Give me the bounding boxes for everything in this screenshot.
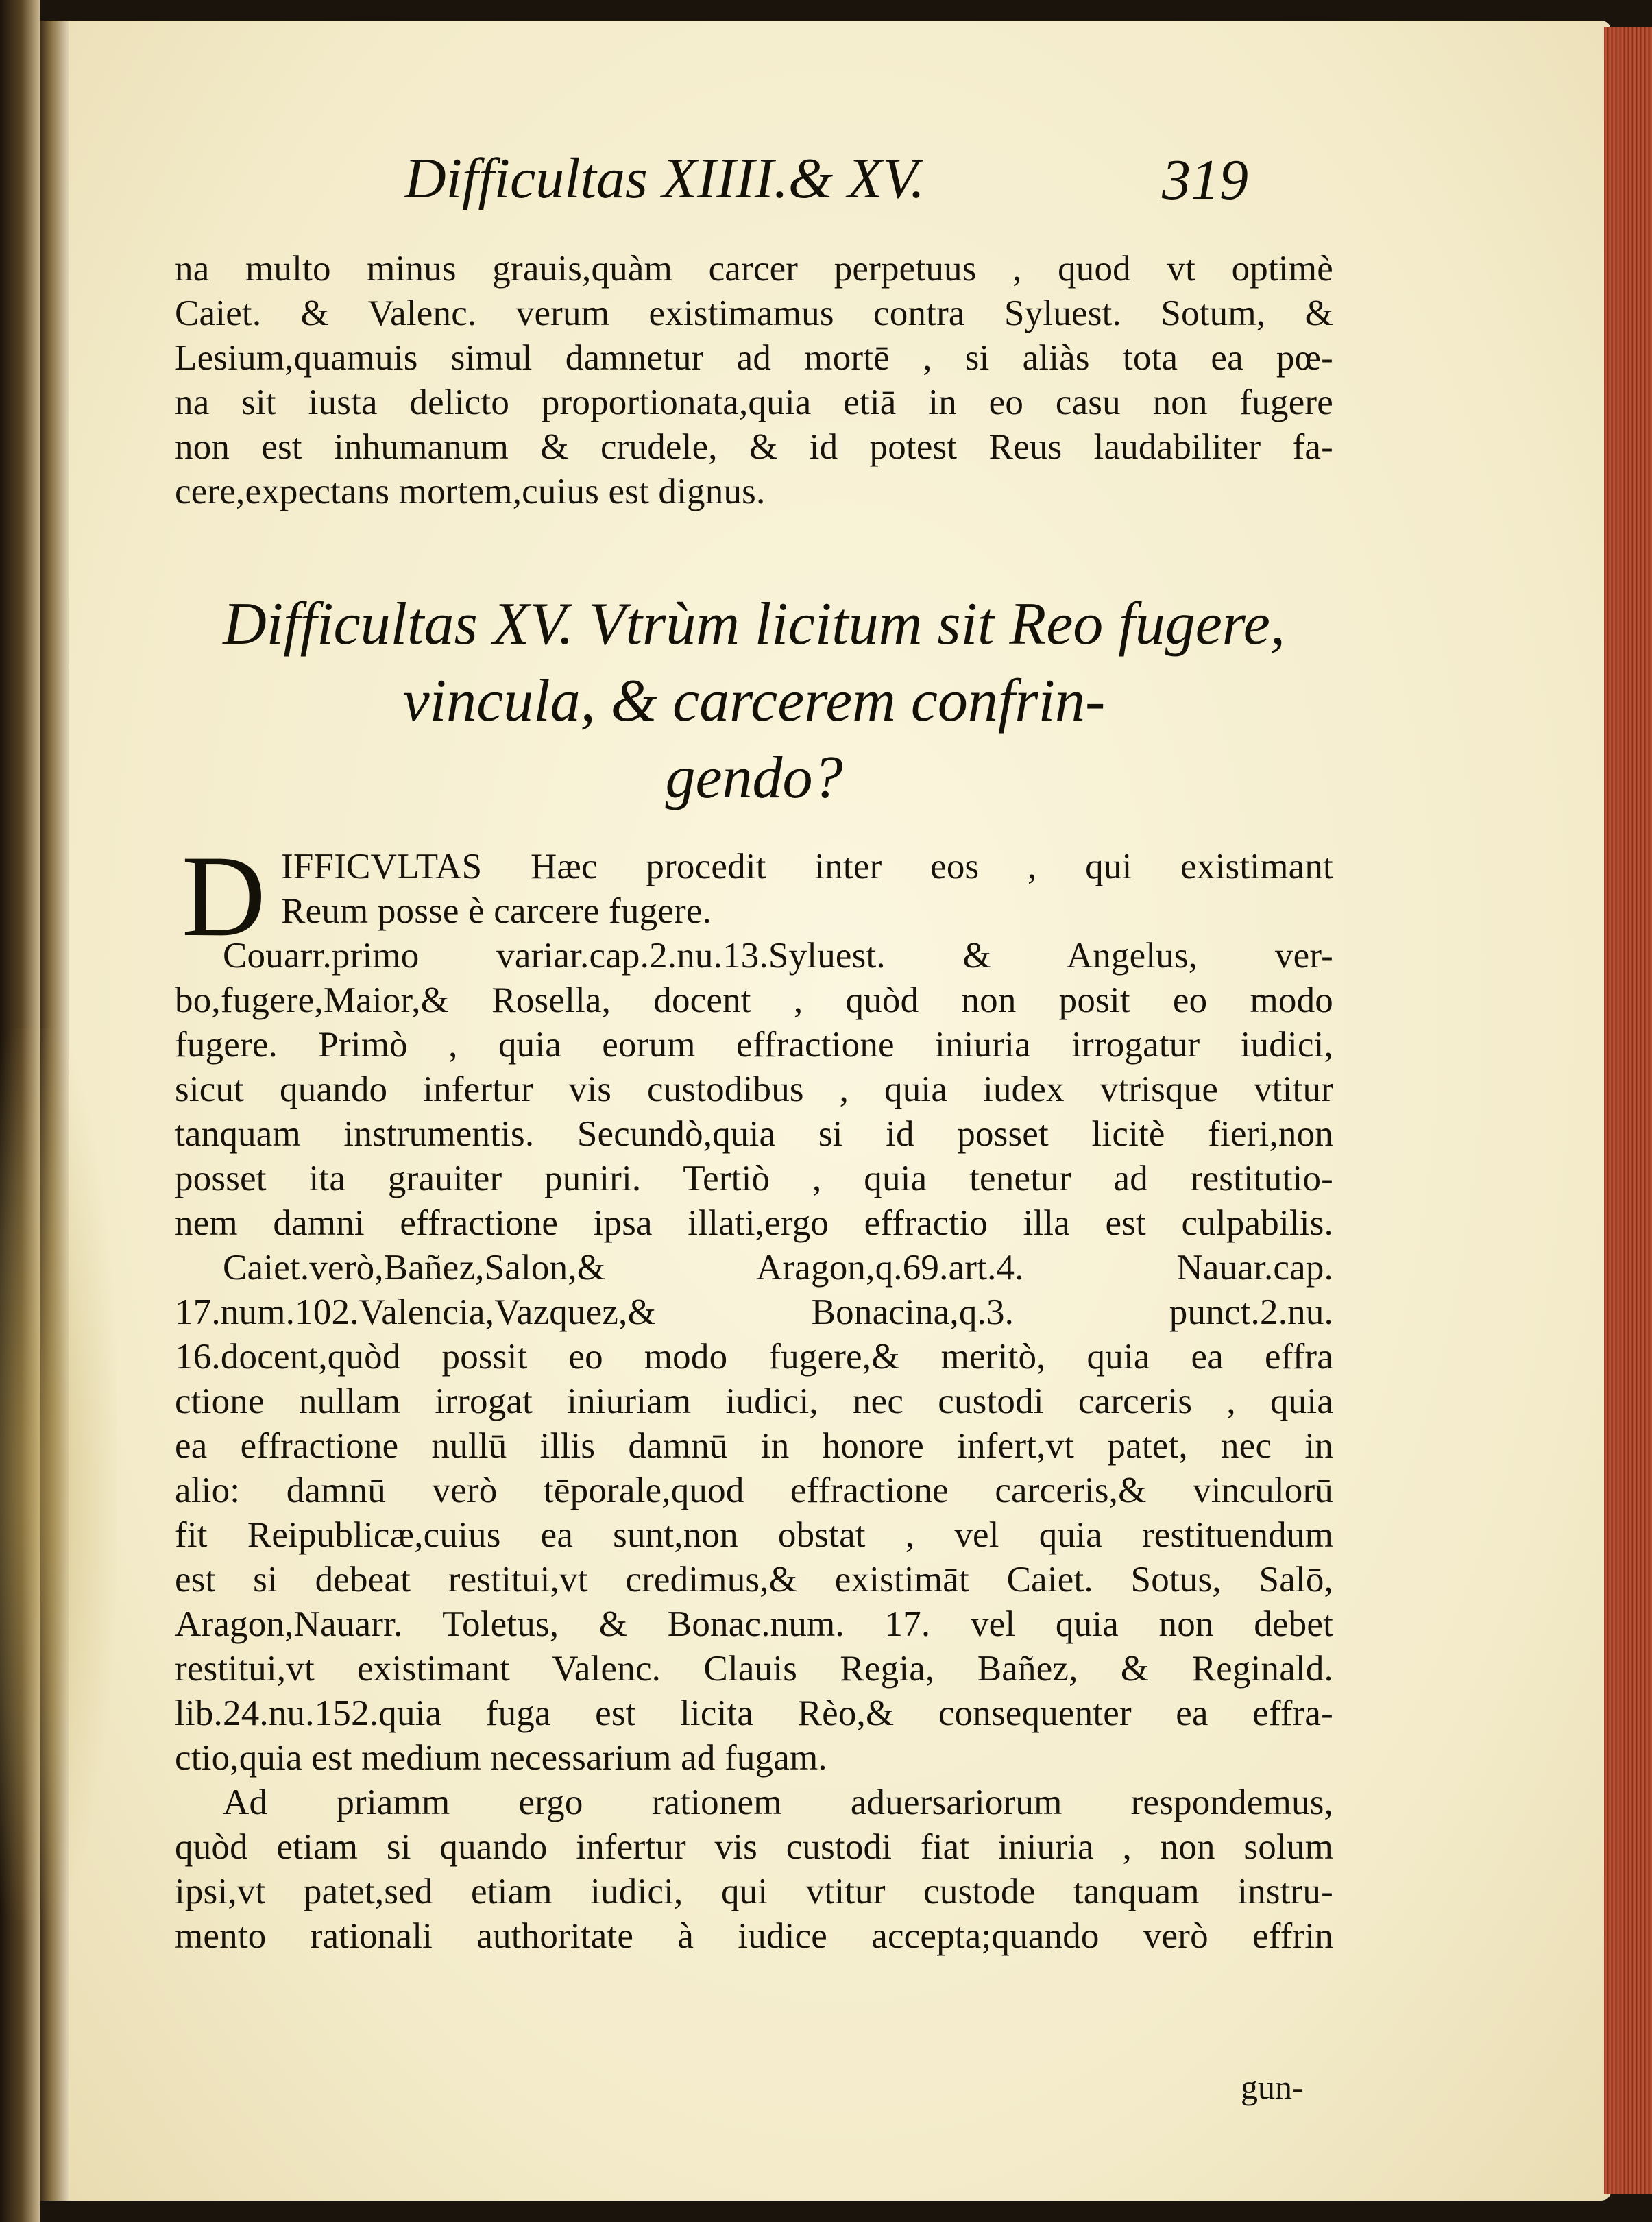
text-line: restitui,vt existimant Valenc. Clauis Regia, Bañez, & Reginald. (175, 1649, 1333, 1689)
text-line: Aragon,Nauarr. Toletus, & Bonac.num. 17. vel quia non debet (175, 1604, 1333, 1644)
text-line: ipsi,vt patet,sed etiam iudici, qui vtitur custode tanquam instru- (175, 1872, 1333, 1911)
text-line: Caiet. & Valenc. verum existimamus contra Syluest. Sotum, & (175, 293, 1333, 333)
text-line: fugere. Primò , quia eorum effractione iniuria irrogatur iudici, (175, 1025, 1333, 1065)
page-number: 319 (1162, 148, 1248, 212)
section-heading (175, 586, 1333, 817)
book-gutter (40, 21, 70, 2201)
text-line: Couarr.primo variar.cap.2.nu.13.Syluest. & Angelus, ver- (223, 936, 1333, 976)
text-line: Reum posse è carcere fugere. (281, 891, 712, 931)
text-line: non est inhumanum & crudele, & id potest Reus laudabiliter fa- (175, 427, 1333, 467)
text-line: ctione nullam irrogat iniuriam iudici, nec custodi carceris , quia (175, 1381, 1333, 1421)
text-line: IFFICVLTAS Hæc procedit inter eos , qui existimant (281, 847, 1333, 886)
text-line: 16.docent,quòd possit eo modo fugere,& meritò, quia ea effra (175, 1337, 1333, 1377)
text-line: bo,fugere,Maior,& Rosella, docent , quòd non posit eo modo (175, 980, 1333, 1020)
text-line: ea effractione nullū illis damnū in honore infert,vt patet, nec in (175, 1426, 1333, 1466)
text-line: Ad priamm ergo rationem aduersariorum respondemus, (223, 1783, 1333, 1822)
text-line: 17.num.102.Valencia,Vazquez,& Bonacina,q.3. punct.2.nu. (175, 1292, 1333, 1332)
text-line: na multo minus grauis,quàm carcer perpetuus , quod vt optimè (175, 249, 1333, 289)
text-line: cere,expectans mortem,cuius est dignus. (175, 472, 766, 511)
running-head: Difficultas XIIII.& XV. (404, 147, 925, 210)
paragraph-body (175, 832, 1333, 1959)
drop-cap-initial: D (182, 832, 266, 961)
text-line: nem damni effractione ipsa illati,ergo effractio illa est culpabilis. (175, 1203, 1333, 1243)
text-line: Lesium,quamuis simul damnetur ad mortē , si aliàs tota ea pœ- (175, 338, 1333, 378)
text-line: posset ita grauiter puniri. Tertiò , quia tenetur ad restitutio- (175, 1159, 1333, 1198)
text-line: na sit iusta delicto proportionata,quia etiā in eo casu non fugere (175, 383, 1333, 422)
text-line: mento rationali authoritate à iudice accepta;quando verò effrin (175, 1916, 1333, 1956)
paragraph-continued (175, 247, 1333, 514)
left-page-edge (0, 0, 40, 2222)
fore-edge (1604, 27, 1652, 2194)
text-line: tanquam instrumentis. Secundò,quia si id posset licitè fieri,non (175, 1114, 1333, 1154)
text-line: quòd etiam si quando infertur vis custodi fiat iniuria , non solum (175, 1827, 1333, 1867)
text-line: fit Reipublicæ,cuius ea sunt,non obstat , vel quia restituendum (175, 1515, 1333, 1555)
heading-line: gendo? (665, 745, 843, 811)
text-line: alio: damnū verò tēporale,quod effractione carceris,& vinculorū (175, 1471, 1333, 1510)
heading-line: vincula, & carcerem confrin- (402, 668, 1106, 734)
text-line: sicut quando infertur vis custodibus , quia iudex vtrisque vtitur (175, 1070, 1333, 1109)
heading-line: Difficultas XV. Vtrùm licitum sit Reo fugere, (223, 591, 1285, 657)
text-line: lib.24.nu.152.quia fuga est licita Rèo,& consequenter ea effra- (175, 1693, 1333, 1733)
text-line: Caiet.verò,Bañez,Salon,& Aragon,q.69.art.4. Nauar.cap. (223, 1248, 1333, 1288)
text-line: ctio,quia est medium necessarium ad fugam. (175, 1738, 827, 1778)
text-line: est si debeat restitui,vt credimus,& existimāt Caiet. Sotus, Salō, (175, 1560, 1333, 1599)
catchword: gun- (1241, 2068, 1304, 2106)
